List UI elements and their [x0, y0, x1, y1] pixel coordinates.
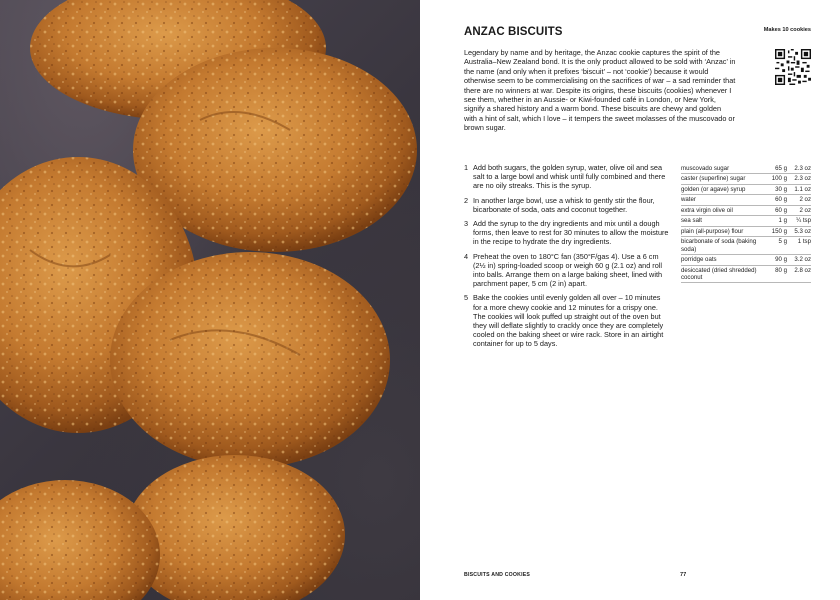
qr-code-icon[interactable] [775, 49, 811, 85]
ingredient-imperial: 2.3 oz [794, 175, 811, 183]
ingredient-metric: 60 g [775, 206, 787, 214]
ingredient-row [681, 174, 811, 184]
recipe-title: ANZAC BISCUITS [464, 26, 563, 38]
cookie-bottom-left [0, 480, 160, 600]
ingredient-metric: 5 g [778, 238, 787, 246]
ingredient-name: muscovado sugar [681, 165, 730, 172]
ingredient-name: bicarbonate of soda (baking soda) [681, 238, 757, 253]
ingredient-name: extra virgin olive oil [681, 206, 733, 214]
ingredient-row [681, 195, 811, 205]
step-text: Bake the cookies until evenly golden all over – 10 minutes for a more chewy cookie and 12 minutes for a crispy one. The cookies will look puffed up straight out of the oven but they will deflate slightly to crackly once they are completely cooled on the baking sheet or wire rack. Store in an airtight container for up to 5 days. [473, 293, 664, 349]
ingredient-metric: 60 g [775, 196, 787, 204]
ingredient-imperial: ¼ tsp [796, 217, 811, 225]
ingredients-table [681, 164, 811, 283]
step-text: In another large bowl, use a whisk to gently stir the flour, bicarbonate of soda, oats and coconut together. [473, 195, 655, 214]
method-step [464, 293, 670, 348]
step-number: 2 [464, 195, 469, 205]
step-number: 3 [464, 219, 469, 229]
ingredient-metric: 1 g [778, 217, 787, 225]
ingredient-row [681, 216, 811, 226]
step-number: 1 [464, 163, 469, 172]
method-step [464, 219, 670, 247]
ingredient-imperial: 1 tsp [797, 238, 811, 246]
step-number: 5 [464, 293, 469, 303]
recipe-intro: Legendary by name and by heritage, the Anzac cookie captures the spirit of the Australia–New Zealand bond. It is the only product allowed to be sold with ‘Anzac’ in the name (and only when it prefixes ‘biscuit’ – not ‘cookie’) because it would otherwise seem to be commercialising on the sacrifices of war – a sad reminder that there are no winners at war. Despite its origins, these biscuits (cookies) whenever I see them, whether in an Aussie- or Kiwi-founded café in London, or New York, signify a shared history and a warm bond. These biscuits are chewy and golden with a hint of salt, which I love – it tempers the sweet molasses of the muscovado or brown sugar. [464, 48, 736, 133]
ingredient-imperial: 3.2 oz [794, 256, 811, 264]
ingredient-metric: 150 g [771, 227, 787, 235]
step-text: Add the syrup to the dry ingredients and mix until a dough forms, then leave to rest for 30 minutes to allow the moisture in the recipe to hydrate the dry ingredients. [473, 219, 669, 247]
ingredient-imperial: 2 oz [799, 206, 811, 214]
recipe-page [420, 0, 840, 600]
ingredient-imperial: 5.3 oz [794, 227, 811, 235]
ingredient-name: porridge oats [681, 256, 717, 264]
ingredient-metric: 100 g [771, 175, 787, 183]
ingredient-metric: 30 g [775, 185, 787, 193]
ingredient-imperial: 2.8 oz [794, 266, 811, 274]
ingredient-row [681, 227, 811, 237]
ingredient-metric: 80 g [775, 266, 787, 274]
ingredient-row [681, 255, 811, 265]
footer-section-title: BISCUITS AND COOKIES [464, 572, 531, 578]
step-text: Add both sugars, the golden syrup, water, olive oil and sea salt to a large bowl and whisk until fully combined and there are no oily streaks. This is the syrup. [473, 163, 666, 191]
cookie-bottom-right [125, 455, 345, 600]
page-number: 77 [680, 572, 687, 578]
ingredient-row [681, 206, 811, 216]
ingredient-metric: 65 g [775, 165, 787, 172]
ingredient-metric: 90 g [775, 256, 787, 264]
step-text: Preheat the oven to 180°C fan (350°F/gas 4). Use a 6 cm (2½ in) spring-loaded scoop or weigh 60 g (2.1 oz) and roll into balls. Arrange them on a large baking sheet, lined with parchment paper, 5 cm (2 in) apart. [473, 251, 663, 289]
ingredient-row [681, 185, 811, 195]
method-step [464, 163, 670, 191]
ingredient-name: caster (superfine) sugar [681, 175, 746, 183]
ingredient-imperial: 2 oz [799, 196, 811, 204]
cookie-center [110, 252, 390, 468]
ingredient-imperial: 1.1 oz [794, 185, 811, 193]
ingredient-row [681, 266, 811, 284]
ingredient-row [681, 237, 811, 255]
ingredient-imperial: 2.3 oz [794, 165, 811, 172]
step-number: 4 [464, 251, 469, 261]
method-step [464, 252, 670, 289]
ingredient-name: desiccated (dried shredded) coconut [681, 266, 757, 281]
ingredient-name: water [681, 196, 696, 204]
ingredient-name: plain (all-purpose) flour [681, 227, 744, 235]
ingredient-name: sea salt [681, 217, 703, 225]
ingredient-row [681, 164, 811, 174]
recipe-yield: Makes 10 cookies [763, 27, 811, 33]
method-step [464, 196, 670, 214]
method-steps [464, 163, 670, 354]
ingredient-name: golden (or agave) syrup [681, 185, 746, 193]
